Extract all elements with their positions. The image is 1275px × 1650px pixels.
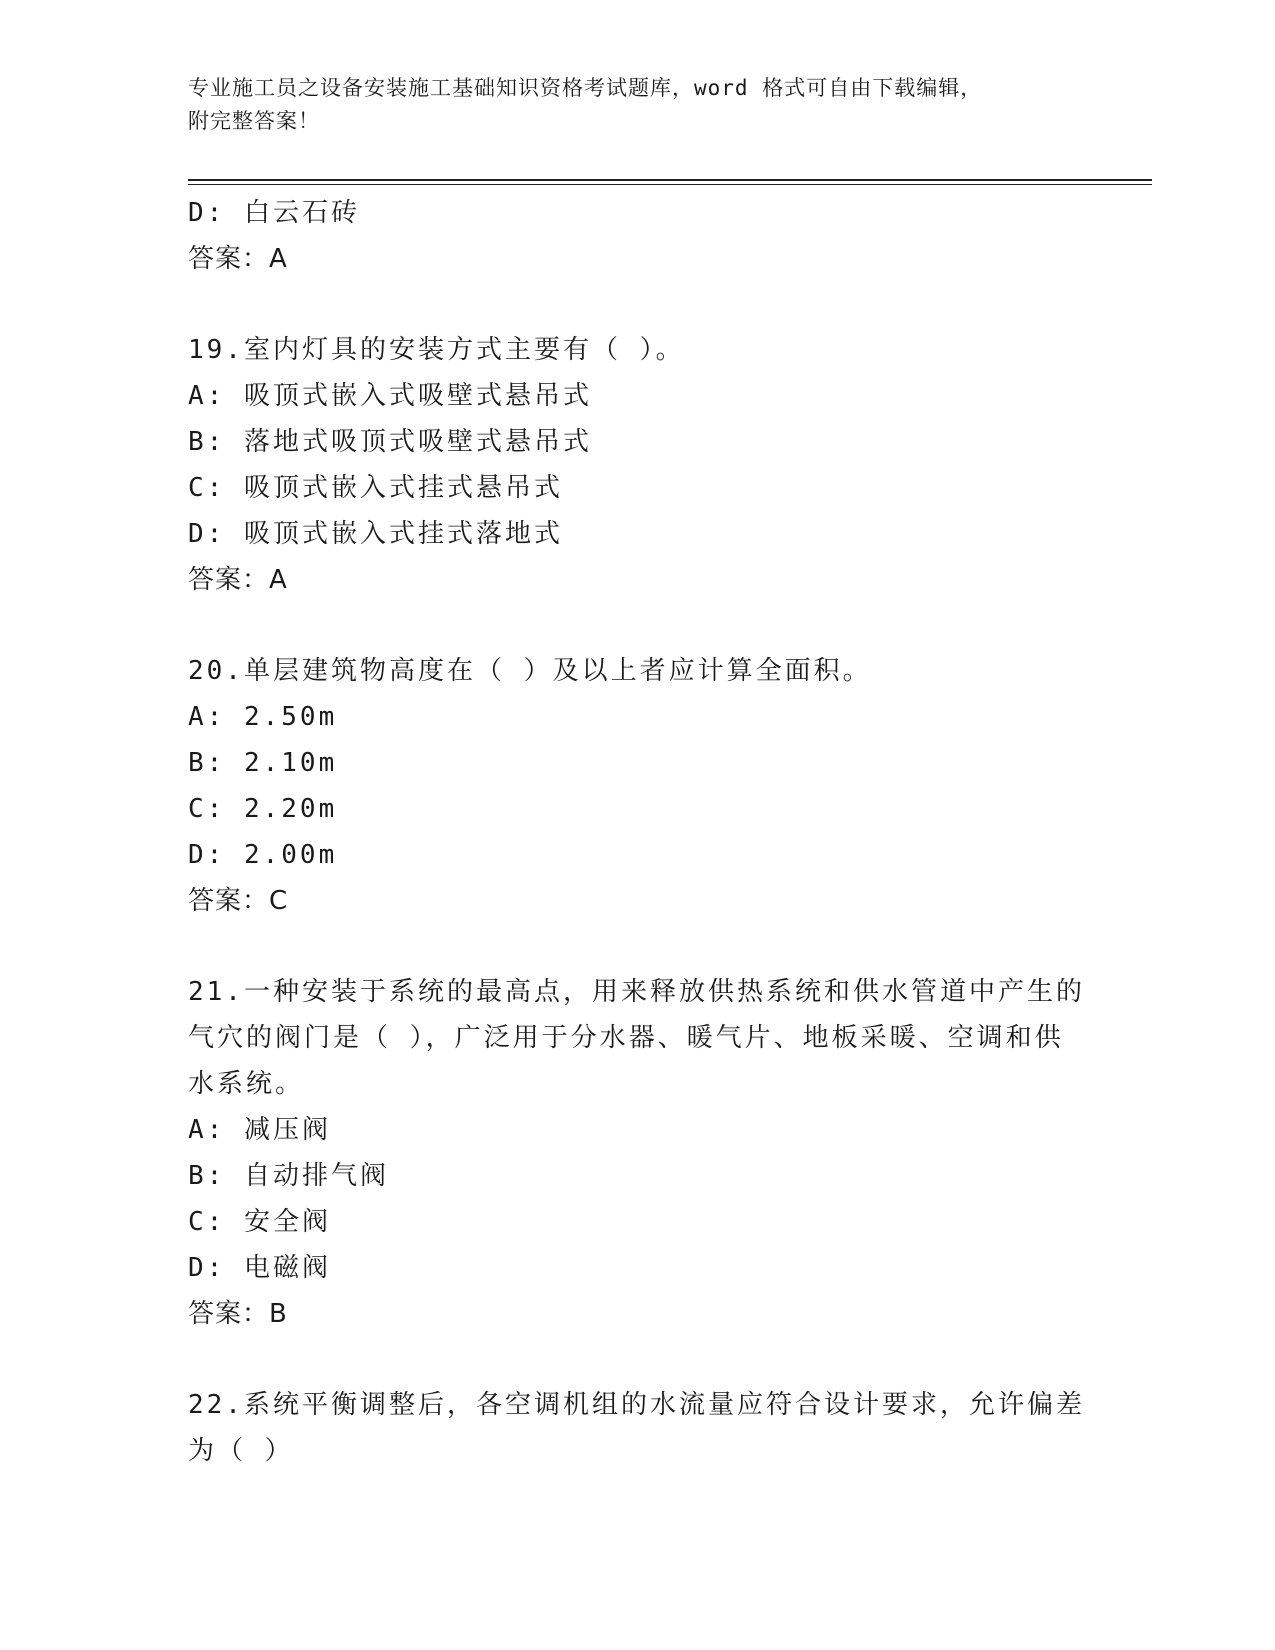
question-text-line-1: 21.一种安装于系统的最高点，用来释放供热系统和供水管道中产生的	[188, 977, 1085, 1007]
option-d: D: 白云石砖	[188, 198, 360, 228]
spacer	[188, 603, 1088, 648]
question-text-line-1: 22.系统平衡调整后，各空调机组的水流量应符合设计要求，允许偏差	[188, 1390, 1085, 1420]
option-b: B: 自动排气阀	[188, 1161, 389, 1191]
answer-line: 答案：A	[188, 565, 288, 595]
option-a: A: 减压阀	[188, 1115, 331, 1145]
option-b: B: 落地式吸顶式吸壁式悬吊式	[188, 427, 592, 457]
option-a: A: 吸顶式嵌入式吸壁式悬吊式	[188, 381, 592, 411]
spacer	[188, 1337, 1088, 1382]
answer-line: 答案：B	[188, 1299, 288, 1329]
option-d: D: 吸顶式嵌入式挂式落地式	[188, 519, 563, 549]
question-19	[188, 327, 1088, 603]
option-c: C: 2.20m	[188, 794, 338, 824]
question-text-line-3: 水系统。	[188, 1069, 305, 1099]
option-c: C: 吸顶式嵌入式挂式悬吊式	[188, 473, 563, 503]
header-line-1: 专业施工员之设备安装施工基础知识资格考试题库，word 格式可自由下载编辑，	[188, 76, 983, 100]
option-a: A: 2.50m	[188, 702, 338, 732]
document-header	[188, 72, 1088, 138]
question-content	[188, 190, 1088, 1474]
header-divider-thick	[188, 179, 1152, 181]
question-21	[188, 969, 1088, 1337]
answer-line: 答案：A	[188, 244, 288, 274]
question-text: 20.单层建筑物高度在（ ）及以上者应计算全面积。	[188, 656, 872, 686]
spacer	[188, 282, 1088, 327]
answer-line: 答案：C	[188, 886, 289, 916]
question-20	[188, 648, 1088, 924]
option-d: D: 2.00m	[188, 840, 338, 870]
previous-question-tail	[188, 190, 1088, 282]
question-22	[188, 1382, 1088, 1474]
question-text-line-2: 气穴的阀门是（ ），广泛用于分水器、暖气片、地板采暖、空调和供	[188, 1023, 1064, 1053]
header-line-2: 附完整答案！	[188, 109, 320, 133]
question-text: 19.室内灯具的安装方式主要有（ ）。	[188, 335, 685, 365]
option-d: D: 电磁阀	[188, 1253, 331, 1283]
header-divider-thin	[188, 184, 1152, 185]
option-b: B: 2.10m	[188, 748, 338, 778]
spacer	[188, 924, 1088, 969]
option-c: C: 安全阀	[188, 1207, 331, 1237]
question-text-line-2: 为（ ）	[188, 1436, 294, 1466]
